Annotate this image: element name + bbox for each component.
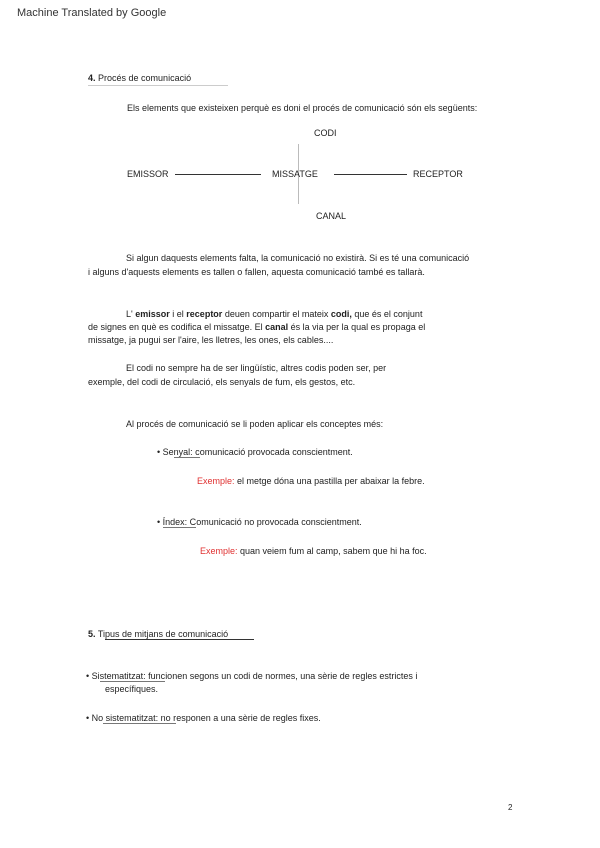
para2-line3: missatge, ja pugui ser l'aire, les lletres, les ones, els cables.... (88, 335, 334, 345)
senyal-example: Exemple: el metge dóna una pastilla per abaixar la febre. (197, 476, 425, 486)
intro-text: Els elements que existeixen perquè es doni el procés de comunicació són els següents: (127, 103, 478, 113)
senyal-term: nyal: c (173, 447, 200, 457)
senyal-example-label: Exemple: (197, 476, 235, 486)
term-codi: codi, (330, 309, 352, 319)
sistematitzat-term: stematitzat: func (99, 671, 166, 681)
page-number: 2 (508, 803, 513, 812)
term-canal: canal (265, 322, 289, 332)
para2-line1: L' emissor i el receptor deuen compartir el mateix codi, que és el conjunt (126, 309, 423, 319)
diagram-codi: CODI (314, 128, 337, 138)
para3-line2: exemple, del codi de circulació, els senyals de fum, els gestos, etc. (88, 377, 356, 387)
diagram-receptor: RECEPTOR (413, 169, 463, 179)
para1-line2: i alguns d'aquests elements es tallen o fallen, aquesta comunicació també es tallarà. (88, 267, 425, 277)
para1-line1: Si algun daquests elements falta, la comunicació no existirà. Si es té una comunicació (126, 253, 470, 263)
item-sistematitzat: • Sistematitzat: funcionen segons un codi de normes, una sèrie de regles estrictes i (86, 671, 418, 681)
para2-line2: de signes en què es codifica el missatge. El canal és la via per la qual es propaga el (88, 322, 426, 332)
section-4-number: 4. (88, 73, 96, 83)
index-example-label: Exemple: (200, 546, 238, 556)
section-5-number: 5. (88, 629, 96, 639)
index-term: Índex: C (162, 517, 197, 527)
section-5-title: pus de mitjans de comunicació (105, 629, 254, 640)
section-5-heading: 5. Tipus de mitjans de comunicació (88, 628, 254, 641)
diagram-canal: CANAL (316, 211, 347, 221)
diagram-missatge: MISSATGE (272, 169, 318, 179)
concepts-intro: Al procés de comunicació se li poden aplicar els conceptes més: (126, 419, 384, 429)
section-4-title: Procés de comunicació (98, 73, 192, 83)
diagram-emissor: EMISSOR (127, 169, 169, 179)
concept-index: • Índex: Comunicació no provocada conscientment. (157, 517, 362, 527)
index-example: Exemple: quan veiem fum al camp, sabem que hi ha foc. (200, 546, 427, 556)
concept-senyal: • Senyal: comunicació provocada conscientment. (157, 447, 353, 457)
term-emissor: emissor (135, 309, 170, 319)
diagram-line-right (334, 174, 407, 175)
section-4-heading (88, 72, 228, 86)
term-receptor: receptor (186, 309, 223, 319)
para3-line1: El codi no sempre ha de ser lingüístic, altres codis poden ser, per (126, 363, 387, 373)
no-sistematitzat-term: sistematitzat: no r (103, 713, 177, 723)
item-sistematitzat-cont: específiques. (105, 684, 159, 694)
item-no-sistematitzat: • No sistematitzat: no responen a una sèrie de regles fixes. (86, 713, 321, 723)
diagram-line-left (175, 174, 261, 175)
machine-translated-label: Machine Translated by Google (17, 7, 167, 19)
